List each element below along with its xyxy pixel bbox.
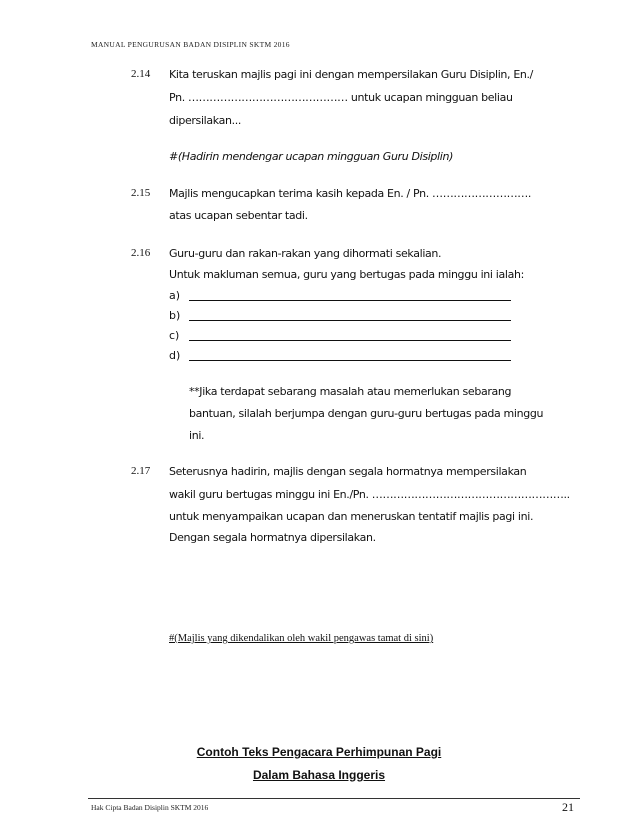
duty-teacher-blank-d	[169, 349, 511, 362]
duty-teacher-blank-c	[169, 329, 511, 342]
section-2-16-note-line-1: **Jika terdapat sebarang masalah atau memerlukan sebarang	[189, 385, 512, 398]
blank-label-d: d)	[169, 349, 181, 362]
section-2-14-line-1: Kita teruskan majlis pagi ini dengan mempersilakan Guru Disiplin, En./	[169, 68, 534, 81]
section-2-14-line-2: Pn. ……………………………………… untuk ucapan mingguan beliau	[169, 91, 513, 104]
duty-teacher-blank-a	[169, 289, 511, 302]
section-number-2-14: 2.14	[131, 68, 151, 80]
page-number: 21	[562, 800, 574, 814]
section-2-16-note-line-2: bantuan, silalah berjumpa dengan guru-guru bertugas pada minggu	[189, 407, 544, 420]
section-2-16-line-1: Guru-guru dan rakan-rakan yang dihormati sekalian.	[169, 247, 442, 260]
section-number-2-17: 2.17	[131, 465, 151, 477]
footer-divider	[88, 798, 580, 799]
section-number-2-16: 2.16	[131, 247, 151, 259]
section-2-14-line-3: dipersilakan...	[169, 114, 242, 127]
section-2-14-note: #(Hadirin mendengar ucapan mingguan Guru Disiplin)	[169, 150, 454, 163]
blank-label-a: a)	[169, 289, 181, 302]
duty-teacher-blank-b	[169, 309, 511, 322]
section-2-16-line-2: Untuk makluman semua, guru yang bertugas pada minggu ini ialah:	[169, 268, 524, 281]
heading-line-2: Dalam Bahasa Inggeris	[252, 768, 386, 782]
section-number-2-15: 2.15	[131, 187, 151, 199]
heading-line-1: Contoh Teks Pengacara Perhimpunan Pagi	[196, 745, 442, 759]
section-2-17-line-3: untuk menyampaikan ucapan dan meneruskan tentatif majlis pagi ini.	[169, 510, 534, 523]
section-2-17-line-1: Seterusnya hadirin, majlis dengan segala hormatnya mempersilakan	[169, 465, 527, 478]
footer-copyright: Hak Cipta Badan Disiplin SKTM 2016	[91, 803, 209, 812]
section-2-15-line-1: Majlis mengucapkan terima kasih kepada En. / Pn. ……………………….	[169, 187, 532, 200]
blank-label-b: b)	[169, 309, 181, 322]
page-header: MANUAL PENGURUSAN BADAN DISIPLIN SKTM 2016	[91, 40, 290, 49]
blank-label-c: c)	[169, 329, 180, 342]
section-2-17-line-4: Dengan segala hormatnya dipersilakan.	[169, 531, 376, 544]
section-2-16-note-line-3: ini.	[189, 429, 205, 442]
section-2-15-line-2: atas ucapan sebentar tadi.	[169, 209, 308, 222]
section-2-17-line-2: wakil guru bertugas minggu ini En./Pn. ………………………………………………..	[169, 488, 570, 501]
closing-note: #(Majlis yang dikendalikan oleh wakil pengawas tamat di sini)	[169, 633, 434, 644]
